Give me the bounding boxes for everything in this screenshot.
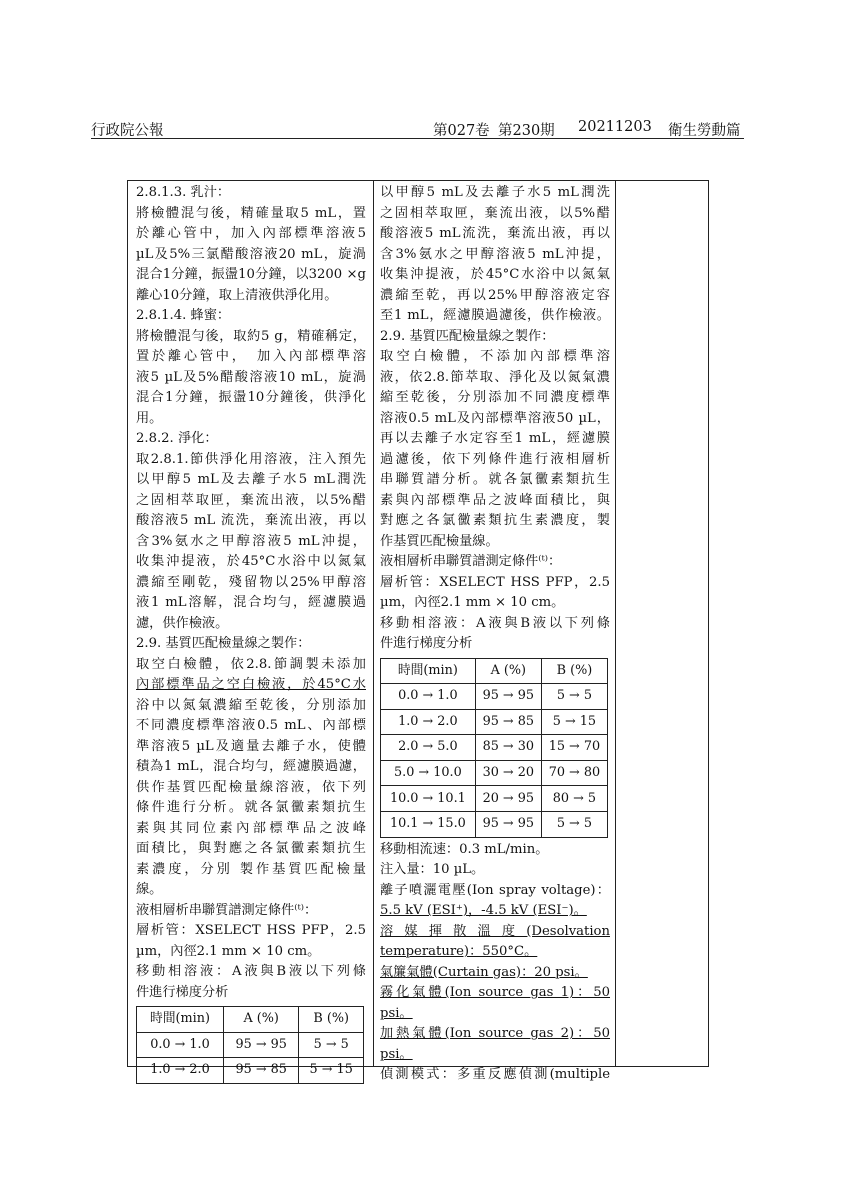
text-line: 液相層析串聯質譜測定條件⁽ᵗ⁾：: [380, 554, 562, 569]
text-line: 將檢體混勻後，取約5 g，精確稱定，: [136, 328, 366, 344]
table-cell: 5 → 5: [541, 812, 607, 838]
text-line: 以甲醇5 mL及去離子水5 mL潤洗: [380, 185, 610, 200]
text-line: 件進行梯度分析: [380, 636, 473, 651]
text-line: 串聯質譜分析。就各氯黴素類抗生: [380, 472, 610, 487]
text-line: 酸溶液5 mL流洗，棄流出液，再以: [380, 226, 610, 241]
text-line: 霧化氣體(Ion source gas 1)：50: [380, 985, 610, 1001]
table-row: [381, 812, 608, 838]
text-line: 濃縮至乾，再以25%甲醇溶液定容: [380, 287, 610, 303]
text-line: 於離心管中，加入內部標準溶液5: [136, 226, 366, 241]
column-right-empty: [618, 181, 708, 1066]
table-cell: 5 → 5: [299, 1032, 364, 1058]
text-line: 浴中以氮氣濃縮至乾後，分別添加: [136, 697, 366, 713]
volume-number: 第027卷: [433, 123, 490, 139]
text-line: 5.5 kV (ESI⁺)，-4.5 kV (ESI⁻)。: [380, 903, 587, 919]
text-line: 2.8.2. 淨化：: [136, 431, 218, 446]
text-line: 層析管：XSELECT HSS PFP，2.5: [136, 923, 366, 938]
text-line: 液1 mL溶解，混合均勻，經濾膜過: [136, 595, 366, 610]
text-line: 之固相萃取匣，棄流出液，以5%醋: [136, 492, 366, 508]
content-frame: [127, 180, 709, 1083]
text-line: 素與內部標準品之波峰面積比，與: [380, 492, 610, 508]
table-cell: 5 → 15: [541, 709, 607, 735]
text-line: 移動相溶液：A液與B液以下列條: [380, 615, 610, 631]
text-line: 偵測模式：多重反應偵測(multiple: [380, 1067, 610, 1083]
text-line: 以甲醇5 mL及去離子水5 mL潤洗: [136, 472, 366, 487]
text-line: psi。: [380, 1005, 413, 1021]
text-line: 積為1 mL，混合均勻，經濾膜過濾，: [136, 759, 366, 774]
text-line: 濾，供作檢液。: [136, 615, 229, 631]
text-line: 作基質匹配檢量線。: [380, 533, 499, 549]
text-line: 取2.8.1.節供淨化用溶液，注入預先: [136, 451, 366, 467]
text-line: 層析管：XSELECT HSS PFP，2.5: [380, 574, 610, 590]
text-line: 2.8.1.3. 乳汁：: [136, 185, 231, 200]
text-line: 縮至乾後，分別添加不同濃度標準: [380, 390, 610, 405]
table-row: [381, 760, 608, 786]
gradient-table-left: [136, 1006, 364, 1084]
table-cell: 20 → 95: [475, 786, 541, 812]
text-line: 過濾後，依下列條件進行液相層析: [380, 451, 610, 467]
text-line: 2.9. 基質匹配檢量線之製作：: [380, 328, 555, 344]
col2-conditions: [380, 840, 610, 1086]
text-line: 混合1分鐘，振盪10分鐘，以3200 ×g: [136, 267, 366, 282]
text-line: 件進行梯度分析: [136, 984, 229, 1000]
table-row: [137, 1058, 364, 1084]
table-header-cell: 時間(min): [381, 658, 476, 684]
publish-date: 20211203: [578, 119, 652, 135]
text-line: 酸溶液5 mL 流洗，棄流出液，再以: [136, 513, 366, 528]
text-line: 液，依2.8.節萃取、淨化及以氮氣濃: [380, 369, 610, 385]
table-cell: 1.0 → 2.0: [381, 709, 476, 735]
table-header-cell: A (%): [475, 658, 541, 684]
table-row: [137, 1032, 364, 1058]
column-middle: [380, 183, 610, 1086]
text-line: 收集沖提液，於45°C水浴中以氮氣: [380, 267, 610, 282]
table-cell: 5.0 → 10.0: [381, 760, 476, 786]
text-line: 取空白檢體，不添加內部標準溶: [380, 349, 610, 364]
text-line: 不同濃度標準溶液0.5 mL、內部標: [136, 718, 366, 733]
text-line: 溶 媒 揮 散 溫 度 (Desolvation: [380, 923, 610, 939]
text-line: 置於離心管中， 加入內部標準溶: [136, 349, 366, 364]
table-header-cell: B (%): [541, 658, 607, 684]
text-line: 加熱氣體(Ion source gas 2)：50: [380, 1026, 610, 1042]
table-cell: 95 → 95: [475, 684, 541, 710]
table-row: [381, 709, 608, 735]
table-cell: 10.1 → 15.0: [381, 812, 476, 838]
table-cell: 0.0 → 1.0: [381, 684, 476, 710]
column-divider-1: [373, 181, 374, 1066]
text-line: 素濃度，分別 製作基質匹配檢量: [136, 861, 366, 877]
text-line: 移動相流速：0.3 mL/min。: [380, 841, 549, 857]
text-line: 素與其同位素內部標準品之波峰: [136, 820, 366, 836]
table-cell: 5 → 5: [541, 684, 607, 710]
section-name: 衛生勞動篇: [668, 123, 741, 139]
table-header-cell: 時間(min): [137, 1007, 224, 1033]
text-line: 準溶液5 µL及適量去離子水，使體: [136, 738, 366, 754]
text-line: 液5 µL及5%醋酸溶液10 mL，旋渦: [136, 369, 366, 385]
column-divider-2: [615, 181, 616, 1066]
table-cell: 95 → 95: [475, 812, 541, 838]
text-line: µm，內徑2.1 mm × 10 cm。: [136, 943, 321, 959]
column-left: [136, 183, 366, 1086]
text-line: 供作基質匹配檢量線溶液，依下列: [136, 779, 366, 795]
table-cell: 15 → 70: [541, 735, 607, 761]
table-header-cell: B (%): [299, 1007, 364, 1033]
table-row: [381, 735, 608, 761]
table-cell: 70 → 80: [541, 760, 607, 786]
table-row: [381, 684, 608, 710]
text-line: 混合1分鐘，振盪10分鐘後，供淨化: [136, 390, 366, 405]
text-line: 離子噴灑電壓(Ion spray voltage)：: [380, 882, 610, 898]
table-header-cell: A (%): [223, 1007, 298, 1033]
table-cell: 95 → 95: [223, 1032, 298, 1058]
text-line: psi。: [380, 1046, 413, 1062]
table-cell: 85 → 30: [475, 735, 541, 761]
table-cell: 5 → 15: [299, 1058, 364, 1084]
text-line: 收集沖提液，於45°C水浴中以氮氣: [136, 554, 366, 569]
text-line: 注入量：10 µL。: [380, 862, 485, 878]
text-line: 液相層析串聯質譜測定條件⁽ᵗ⁾：: [136, 902, 318, 918]
table-cell: 95 → 85: [475, 709, 541, 735]
text-line: 之固相萃取匣，棄流出液，以5%醋: [380, 205, 610, 221]
text-line: 離心10分鐘，取上清液供淨化用。: [136, 287, 338, 303]
gradient-table-middle: [380, 658, 608, 838]
text-line: µL及5%三氯醋酸溶液20 mL，旋渦: [136, 246, 366, 262]
text-line: µm，內徑2.1 mm × 10 cm。: [380, 595, 565, 610]
text-line: 濃縮至剛乾，殘留物以25%甲醇溶: [136, 574, 366, 590]
text-line: 氣簾氣體(Curtain gas)：20 psi。: [380, 964, 588, 980]
text-line: 移動相溶液：A液與B液以下列條: [136, 964, 366, 979]
table-cell: 0.0 → 1.0: [137, 1032, 224, 1058]
text-line: temperature)：550°C。: [380, 944, 538, 960]
col1-text: [136, 183, 366, 1003]
table-cell: 1.0 → 2.0: [137, 1058, 224, 1084]
table-cell: 30 → 20: [475, 760, 541, 786]
table-cell: 95 → 85: [223, 1058, 298, 1084]
table-header-row: [381, 658, 608, 684]
text-line: 面積比，與對應之各氯黴素類抗生: [136, 841, 366, 856]
table-cell: 10.0 → 10.1: [381, 786, 476, 812]
text-line: 溶液0.5 mL及內部標準溶液50 µL，: [380, 410, 610, 426]
text-line: 將檢體混勻後，精確量取5 mL，置: [136, 205, 366, 221]
table-row: [381, 786, 608, 812]
text-line: 至1 mL，經濾膜過濾後，供作檢液。: [380, 308, 610, 323]
text-line: 取空白檢體，依2.8.節調製未添加: [136, 656, 366, 672]
text-line: 2.9. 基質匹配檢量線之製作：: [136, 636, 311, 651]
text-line: 用。: [136, 410, 163, 426]
text-line: 內部標準品之空白檢液，於45°C水: [136, 677, 366, 692]
text-line: 再以去離子水定容至1 mL，經濾膜: [380, 431, 610, 446]
text-line: 含3%氨水之甲醇溶液5 mL沖提，: [380, 246, 610, 262]
table-cell: 80 → 5: [541, 786, 607, 812]
issue-number: 第230期: [498, 123, 555, 139]
text-line: 含3%氨水之甲醇溶液5 mL沖提，: [136, 533, 366, 549]
table-header-row: [137, 1007, 364, 1033]
text-line: 2.8.1.4. 蜂蜜：: [136, 308, 231, 323]
publisher-name: 行政院公報: [91, 123, 164, 139]
table-cell: 2.0 → 5.0: [381, 735, 476, 761]
text-line: 對應之各氯黴素類抗生素濃度，製: [380, 513, 610, 528]
text-line: 線。: [136, 882, 163, 897]
text-line: 條件進行分析。就各氯黴素類抗生: [136, 800, 366, 815]
header-rule: [91, 138, 744, 139]
col2-text: [380, 183, 610, 655]
